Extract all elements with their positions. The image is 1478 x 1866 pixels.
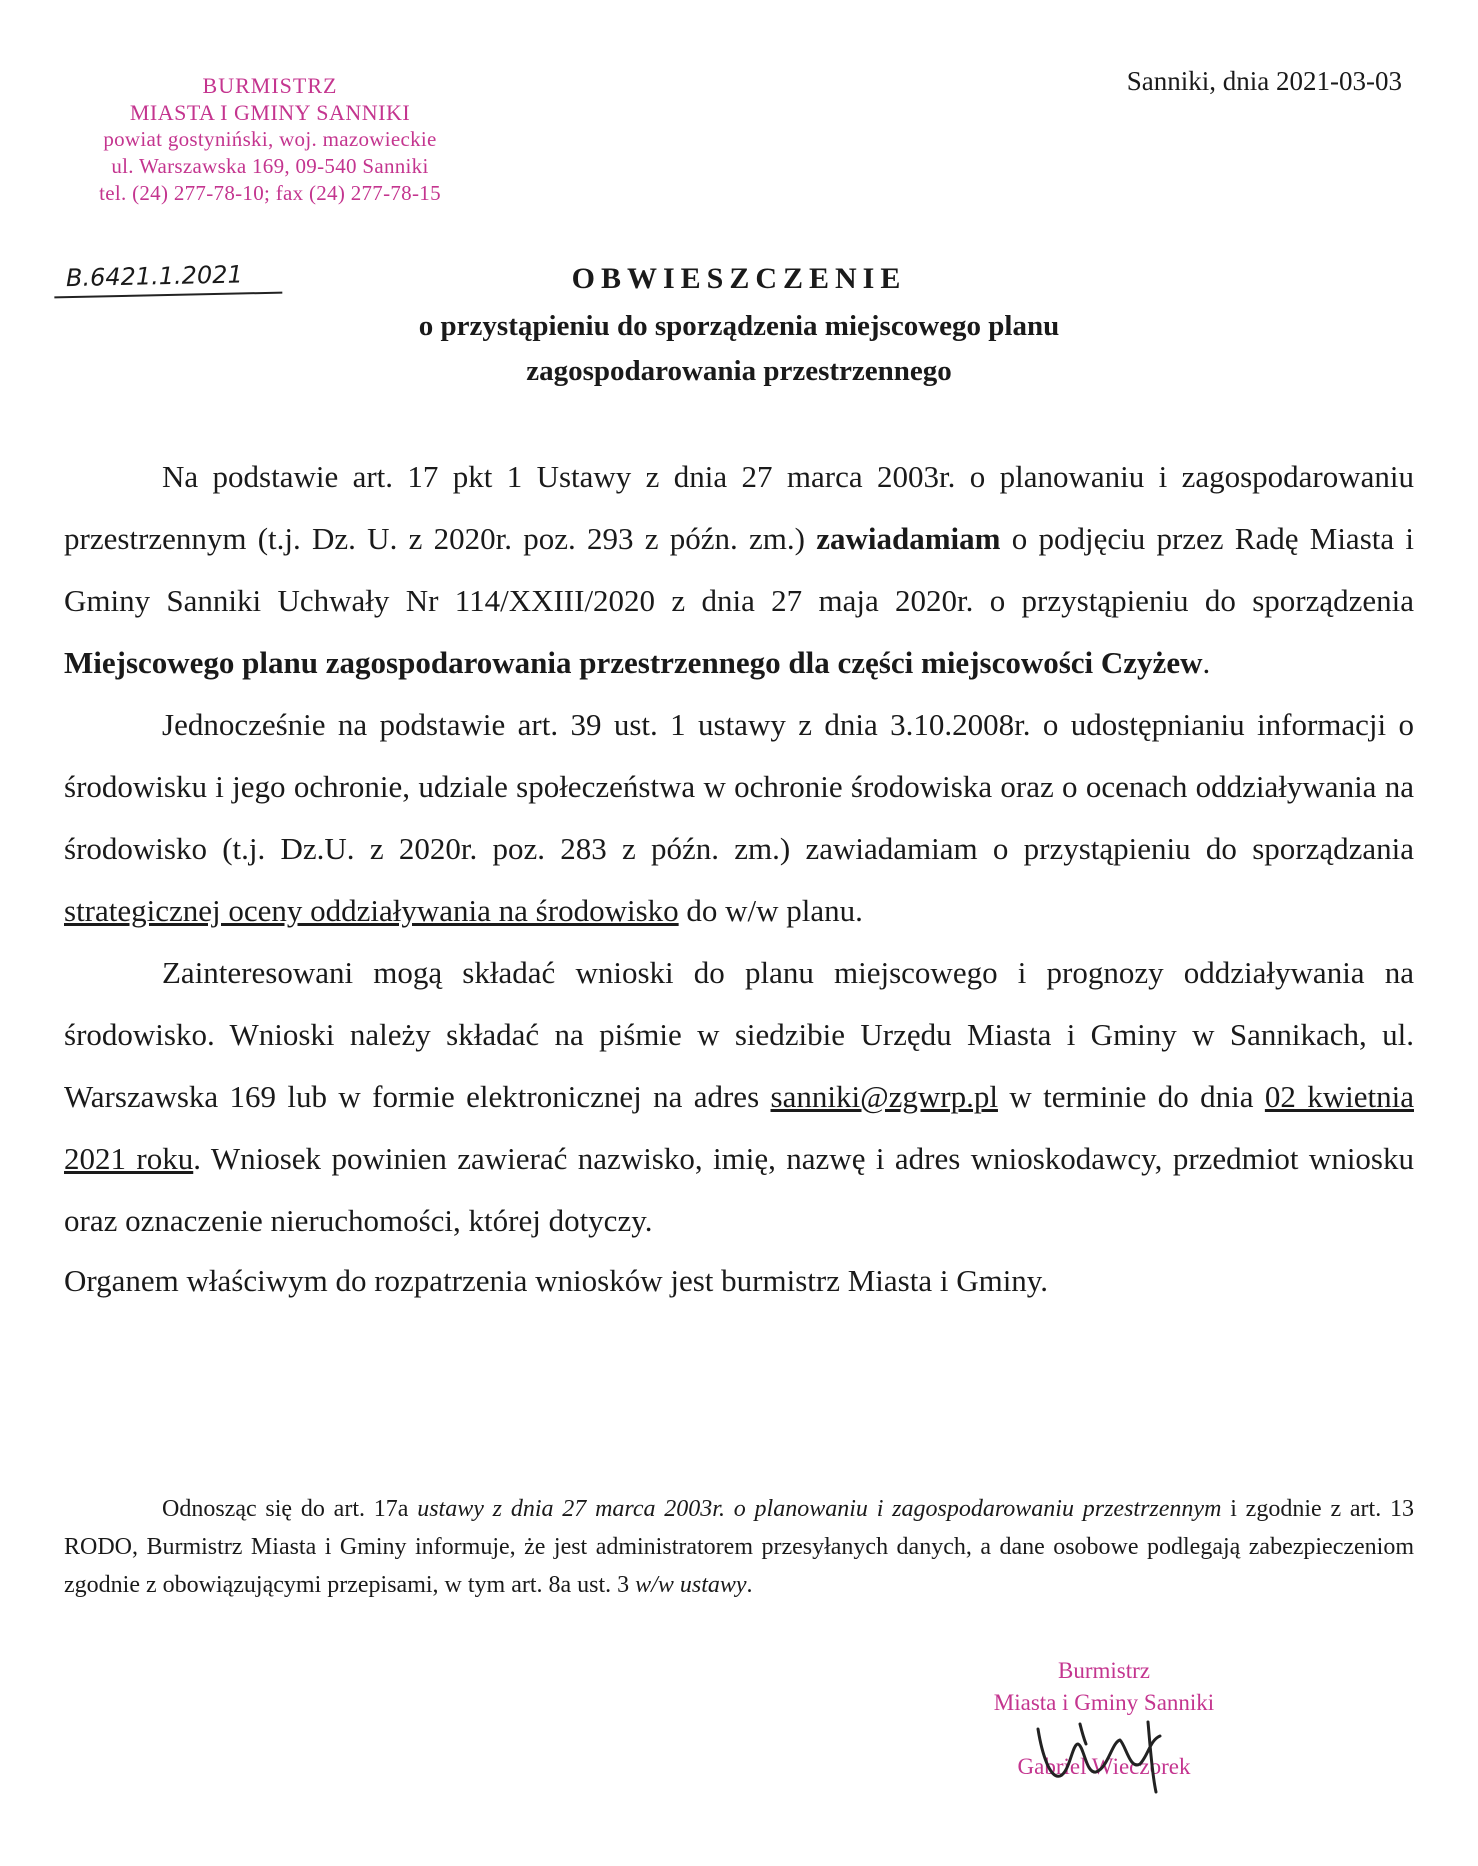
stamp-line-5: tel. (24) 277-78-10; fax (24) 277-78-15: [99, 181, 441, 205]
p5-italic-ref: w/w ustawy: [635, 1572, 747, 1598]
stamp-line-3: powiat gostyniński, woj. mazowieckie: [103, 127, 437, 151]
p3-text-a: Zainteresowani mogą składać wnioski do planu miejscowego i prognozy oddziaływania na środowisko. Wnioski należy składać na piśmie w siedzibie Urzędu Miasta i Gminy w Sannikach, ul. Warszawska 169 lub w formie elektronicznej na adres: [64, 955, 1414, 1114]
stamp-line-1: BURMISTRZ: [202, 73, 338, 98]
paragraph-3: [64, 942, 1414, 1252]
p3-text-c: w terminie do dnia: [997, 1079, 1265, 1114]
signature-stamp-line-3: Gabriel Wieczorek: [1017, 1754, 1191, 1779]
p5-text-c: i zgodnie z art. 13 RODO, Burmistrz Miasta i Gminy informuje, że jest administratorem przesyłanych danych, a dane osobowe podlegają zabezpieczeniom zgodnie z obowiązującymi przepisami, w tym art. 8a ust. 3: [64, 1496, 1414, 1598]
reference-number: B.6421.1.2021: [54, 260, 283, 299]
title-main: OBWIESZCZENIE: [571, 262, 907, 295]
p1-text-a: Na podstawie art. 17 pkt 1 Ustawy z dnia 27 marca 2003r. o planowaniu i zagospodarowaniu przestrzennym (t.j. Dz. U. z 2020r. poz. 293 z późn. zm.): [64, 459, 1414, 556]
document-body: [64, 446, 1414, 1312]
signature-stamp-line-1: Burmistrz: [1058, 1658, 1150, 1683]
office-stamp: [50, 72, 490, 207]
p1-text-c: o podjęciu przez Radę Miasta i Gminy Sanniki Uchwały Nr 114/XXIII/2020 z dnia 27 maja 2020r. o przystąpieniu do sporządzenia: [64, 521, 1414, 618]
deadline-date: 02 kwietnia 2021 roku: [64, 1079, 1414, 1176]
p1-bold-plan-name: Miejscowego planu zagospodarowania przestrzennego dla części miejscowości Czyżew: [64, 645, 1203, 680]
p5-italic-act: ustawy z dnia 27 marca 2003r. o planowaniu i zagospodarowaniu przestrzennym: [417, 1496, 1222, 1522]
p5-text-a: Odnosząc się do art. 17a: [162, 1496, 418, 1522]
handwritten-signature: [1020, 1684, 1200, 1794]
rodo-notice: [64, 1490, 1414, 1604]
paragraph-1: [64, 446, 1414, 694]
p2-underlined-assessment: strategicznej oceny oddziaływania na środowisko: [64, 893, 679, 928]
document-title: [0, 262, 1478, 388]
p1-bold-notify: zawiadamiam: [816, 521, 1001, 556]
stamp-line-4: ul. Warszawska 169, 09-540 Sanniki: [111, 154, 429, 178]
title-sub-2: zagospodarowania przestrzennego: [526, 355, 952, 387]
signature-stamp-line-2: Miasta i Gminy Sanniki: [993, 1690, 1215, 1715]
p2-text-a: Jednocześnie na podstawie art. 39 ust. 1 ustawy z dnia 3.10.2008r. o udostępnianiu informacji o środowisku i jego ochronie, udziale społeczeństwa w ochronie środowiska oraz o ocenach oddziaływania na środowisko (t.j. Dz.U. z 2020r. poz. 283 z późn. zm.) zawiadamiam o przystąpieniu do sporządzania: [64, 707, 1414, 866]
email-link[interactable]: sanniki@zgwrp.pl: [770, 1079, 998, 1114]
paragraph-5: [64, 1490, 1414, 1604]
p3-text-e: . Wniosek powinien zawierać nazwisko, imię, nazwę i adres wnioskodawcy, przedmiot wniosku oraz oznaczenie nieruchomości, której dotyczy.: [64, 1141, 1414, 1238]
p1-text-e: .: [1202, 645, 1211, 680]
p5-text-e: .: [746, 1572, 753, 1598]
p2-text-c: do w/w planu.: [678, 893, 863, 928]
stamp-line-2: MIASTA I GMINY SANNIKI: [129, 100, 411, 125]
title-sub-1: o przystąpieniu do sporządzenia miejscowego planu: [418, 310, 1060, 342]
paragraph-4: Organem właściwym do rozpatrzenia wniosków jest burmistrz Miasta i Gminy.: [64, 1263, 1049, 1298]
document-date: Sanniki, dnia 2021-03-03: [1126, 66, 1402, 96]
paragraph-2: [64, 694, 1414, 942]
